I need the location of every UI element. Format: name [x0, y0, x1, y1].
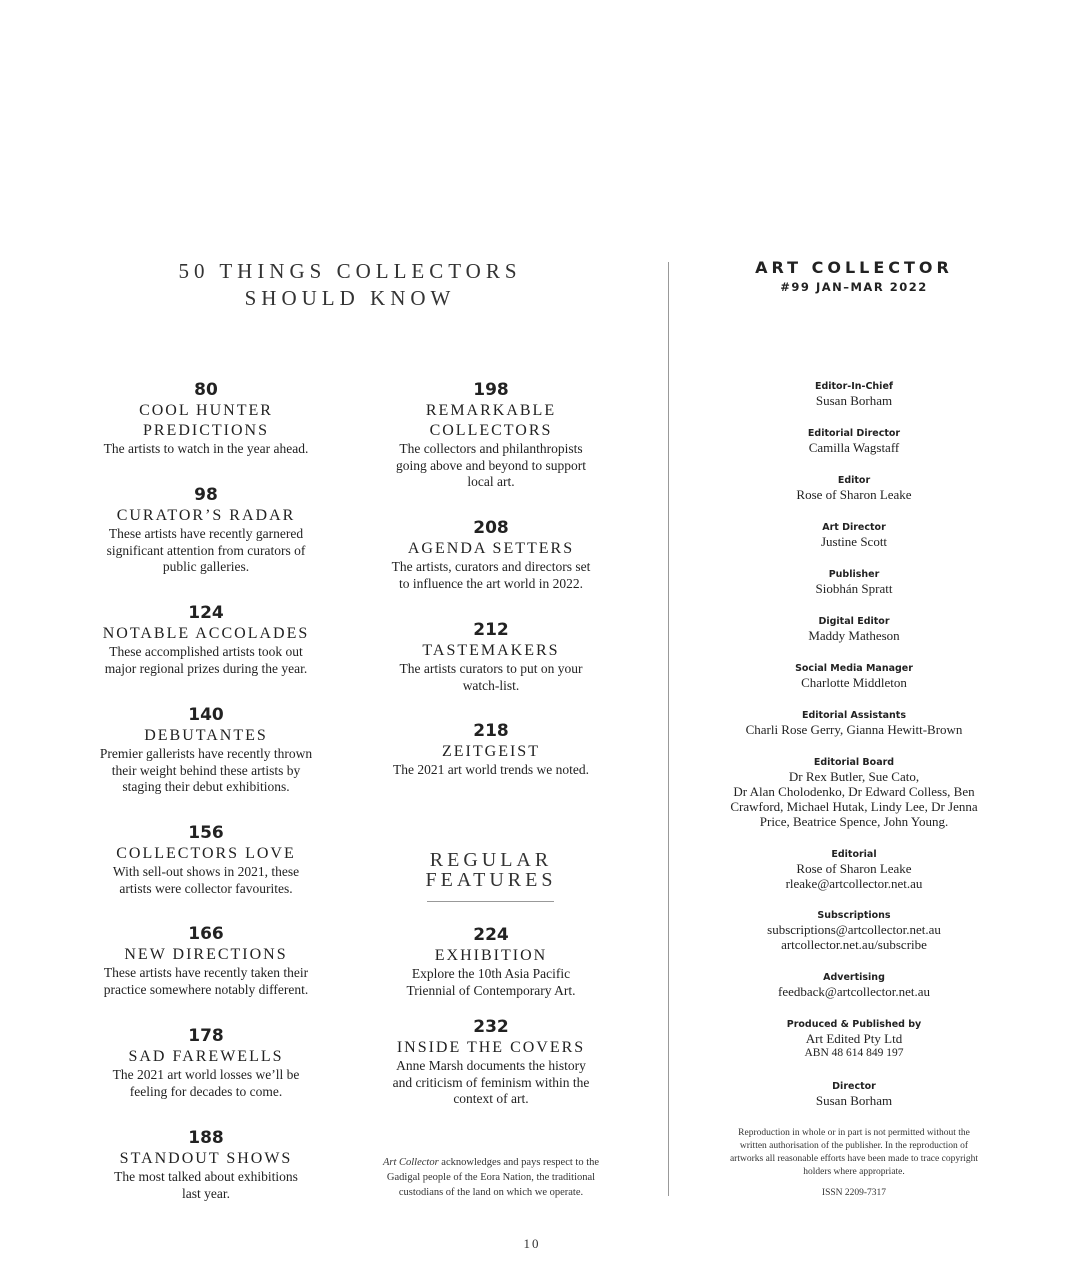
subscribe-url-link[interactable]: artcollector.net.au/subscribe: [781, 937, 927, 952]
entry-title: ZEITGEIST: [442, 743, 540, 760]
entry-description-line-1: The most talked about exhibitions: [114, 1169, 298, 1184]
page-title-line-1: 50 THINGS COLLECTORS: [178, 259, 522, 283]
contents-entry-140[interactable]: [80, 704, 332, 796]
entry-description-line-1: The 2021 art world losses we’ll be: [112, 1067, 300, 1082]
entry-description-line-3: staging their debut exhibitions.: [122, 779, 290, 794]
staff-name: Rose of Sharon Leake: [796, 861, 912, 876]
page-number: 10: [523, 1236, 541, 1251]
staff-name: Susan Borham: [815, 1093, 893, 1108]
entry-description-line-1: The artists, curators and directors set: [391, 559, 591, 574]
contents-entry-124[interactable]: [80, 602, 332, 677]
entry-title: AGENDA SETTERS: [407, 540, 575, 557]
staff-role: Editorial Board: [813, 757, 895, 768]
staff-name-line-4: Price, Beatrice Spence, John Young.: [759, 814, 949, 829]
issue-info: #99 JAN–MAR 2022: [780, 280, 928, 294]
staff-role: Produced & Published by: [786, 1019, 922, 1030]
contents-entry-166[interactable]: [80, 923, 332, 998]
staff-name-line-3: Crawford, Michael Hutak, Lindy Lee, Dr Jenna: [730, 799, 978, 814]
entry-description-line-1: Anne Marsh documents the history: [396, 1058, 586, 1073]
entry-page-number: 166: [188, 924, 224, 944]
entry-description-line-2: Triennial of Contemporary Art.: [406, 982, 576, 998]
entry-description-line-1: These artists have recently taken their: [103, 965, 309, 980]
staff-role: Editor-In-Chief: [814, 381, 894, 392]
staff-role: Editorial Assistants: [801, 710, 906, 721]
contents-entry-232[interactable]: [370, 1016, 612, 1108]
entry-page-number: 124: [188, 603, 224, 623]
entry-title: STANDOUT SHOWS: [119, 1150, 293, 1167]
staff-name: Siobhán Spratt: [815, 581, 893, 596]
entry-title: DEBUTANTES: [144, 727, 268, 744]
entry-page-number: 98: [194, 485, 218, 505]
acknowledgement-of-country: [376, 1155, 606, 1200]
ack-magazine-name: Art Collector: [382, 1157, 439, 1168]
entry-title: NEW DIRECTIONS: [124, 946, 288, 963]
staff-role: Social Media Manager: [795, 663, 913, 674]
page-title: [120, 258, 580, 312]
entry-title: NOTABLE ACCOLADES: [102, 625, 310, 642]
staff-name: Rose of Sharon Leake: [796, 487, 912, 502]
editorial-email-link[interactable]: rleake@artcollector.net.au: [785, 876, 923, 891]
staff-name: Susan Borham: [815, 393, 893, 408]
staff-name: Justine Scott: [820, 534, 888, 549]
entry-title-line-2: PREDICTIONS: [142, 422, 269, 439]
repro-line-2: written authorisation of the publisher. In the reproduction of: [739, 1141, 969, 1151]
column-divider: [668, 262, 669, 1196]
entry-title: REMARKABLE: [425, 402, 557, 419]
entry-title: EXHIBITION: [434, 947, 548, 964]
entry-description-line-3: context of art.: [453, 1091, 529, 1106]
abn-number: ABN 48 614 849 197: [804, 1047, 904, 1059]
entry-title: CURATOR’S RADAR: [116, 507, 296, 524]
entry-description-line-2: practice somewhere notably different.: [103, 981, 309, 997]
staff-name-line-1: Dr Rex Butler, Sue Cato,: [788, 769, 920, 784]
staff-role: Digital Editor: [818, 616, 890, 627]
entry-description-line-1: The artists curators to put on your: [399, 661, 583, 676]
contents-entry-218[interactable]: [370, 720, 612, 779]
entry-title: SAD FAREWELLS: [128, 1048, 284, 1065]
magazine-name: ART COLLECTOR: [755, 258, 953, 277]
entry-page-number: 178: [188, 1026, 224, 1046]
contents-entry-198[interactable]: [370, 379, 612, 491]
staff-role: Advertising: [823, 972, 885, 983]
staff-role: Art Director: [822, 522, 886, 533]
staff-produced-published-by: [712, 1018, 996, 1061]
contents-entry-212[interactable]: [370, 619, 612, 694]
section-divider: [427, 901, 554, 902]
ack-line-3: custodians of the land on which we operate.: [398, 1187, 584, 1198]
entry-page-number: 156: [188, 823, 224, 843]
repro-line-3: artworks all reasonable efforts have been made to trace copyright: [729, 1154, 979, 1164]
entry-description-line-1: The 2021 art world trends we noted.: [392, 762, 590, 777]
staff-role: Editorial Director: [807, 428, 901, 439]
regular-features-heading: [370, 850, 612, 890]
entry-description-line-2: feeling for decades to come.: [129, 1083, 283, 1099]
entry-title: COLLECTORS LOVE: [116, 845, 296, 862]
staff-name: Charlotte Middleton: [801, 675, 907, 690]
staff-role: Editor: [837, 475, 871, 486]
ack-line-1-text: acknowledges and pays respect to the: [438, 1157, 600, 1168]
staff-editor-in-chief: [712, 380, 996, 408]
entry-page-number: 80: [194, 380, 218, 400]
entry-page-number: 218: [473, 721, 509, 741]
entry-description-line-2: last year.: [182, 1185, 230, 1201]
reproduction-notice: [712, 1127, 996, 1179]
regular-features-line-2: FEATURES: [425, 869, 557, 891]
staff-social-media-manager: [712, 662, 996, 690]
staff-digital-editor: [712, 615, 996, 643]
page-title-line-2: SHOULD KNOW: [244, 286, 456, 310]
staff-name: Maddy Matheson: [808, 628, 900, 643]
contents-entry-208[interactable]: [370, 517, 612, 592]
entry-description-line-2: going above and beyond to support: [395, 457, 587, 473]
entry-page-number: 198: [473, 380, 509, 400]
entry-page-number: 232: [473, 1017, 509, 1037]
entry-page-number: 188: [188, 1128, 224, 1148]
entry-title-line-2: COLLECTORS: [429, 422, 553, 439]
entry-description-line-3: public galleries.: [162, 559, 250, 574]
entry-description-line-1: These artists have recently garnered: [108, 526, 304, 541]
regular-features-line-1: REGULAR: [429, 849, 553, 871]
entry-description: The artists to watch in the year ahead.: [103, 441, 309, 456]
contents-entry-224[interactable]: [370, 924, 612, 999]
staff-editorial-assistants: [712, 709, 996, 737]
staff-editorial-contact: [712, 848, 996, 891]
contents-entry-80[interactable]: [80, 379, 332, 458]
entry-page-number: 224: [473, 925, 509, 945]
staff-editorial-director: [712, 427, 996, 455]
entry-page-number: 208: [473, 518, 509, 538]
entry-description-line-1: With sell-out shows in 2021, these: [112, 864, 300, 879]
entry-title: INSIDE THE COVERS: [396, 1039, 586, 1056]
contents-entry-178[interactable]: [80, 1025, 332, 1100]
entry-title: COOL HUNTER: [139, 402, 273, 419]
staff-name-line-2: Dr Alan Cholodenko, Dr Edward Colless, Ben: [733, 784, 975, 799]
staff-publisher: [712, 568, 996, 596]
staff-director: [712, 1080, 996, 1108]
entry-description-line-2: watch-list.: [462, 677, 520, 693]
staff-name: Art Edited Pty Ltd: [805, 1031, 903, 1046]
entry-description-line-2: artists were collector favourites.: [119, 880, 293, 896]
contents-entry-98[interactable]: [80, 484, 332, 576]
staff-name: Charli Rose Gerry, Gianna Hewitt-Brown: [745, 722, 963, 737]
contents-entry-188[interactable]: [80, 1127, 332, 1202]
staff-art-director: [712, 521, 996, 549]
entry-page-number: 140: [188, 705, 224, 725]
staff-role: Publisher: [828, 569, 880, 580]
entry-description-line-2: to influence the art world in 2022.: [398, 575, 584, 591]
advertising-email-link[interactable]: feedback@artcollector.net.au: [777, 984, 930, 999]
entry-description-line-2: significant attention from curators of: [106, 542, 306, 558]
contents-entry-156[interactable]: [80, 822, 332, 897]
staff-editorial-board: [712, 756, 996, 829]
entry-description-line-3: local art.: [467, 474, 515, 489]
entry-description-line-2: their weight behind these artists by: [111, 762, 301, 778]
ack-line-1: [376, 1155, 606, 1170]
staff-name: Camilla Wagstaff: [808, 440, 900, 455]
repro-line-1: Reproduction in whole or in part is not permitted without the: [738, 1128, 970, 1138]
entry-description-line-1: These accomplished artists took out: [109, 644, 303, 659]
entry-description-line-2: major regional prizes during the year.: [104, 660, 308, 676]
entry-description-line-1: The collectors and philanthropists: [399, 441, 583, 456]
entry-description-line-1: Explore the 10th Asia Pacific: [411, 966, 571, 981]
ack-line-2: Gadigal people of the Eora Nation, the traditional: [386, 1172, 596, 1183]
staff-editor: [712, 474, 996, 502]
entry-description-line-1: Premier gallerists have recently thrown: [99, 746, 313, 761]
staff-role: Subscriptions: [817, 910, 891, 921]
entry-page-number: 212: [473, 620, 509, 640]
repro-line-4: holders where appropriate.: [803, 1167, 905, 1177]
subscriptions-email-link[interactable]: subscriptions@artcollector.net.au: [767, 922, 941, 937]
entry-title: TASTEMAKERS: [422, 642, 560, 659]
staff-role: Director: [832, 1081, 876, 1092]
issn-number: ISSN 2209-7317: [821, 1188, 887, 1198]
staff-subscriptions: [712, 909, 996, 952]
staff-role: Editorial: [831, 849, 877, 860]
entry-description-line-2: and criticism of feminism within the: [392, 1074, 590, 1090]
staff-advertising: [712, 971, 996, 999]
